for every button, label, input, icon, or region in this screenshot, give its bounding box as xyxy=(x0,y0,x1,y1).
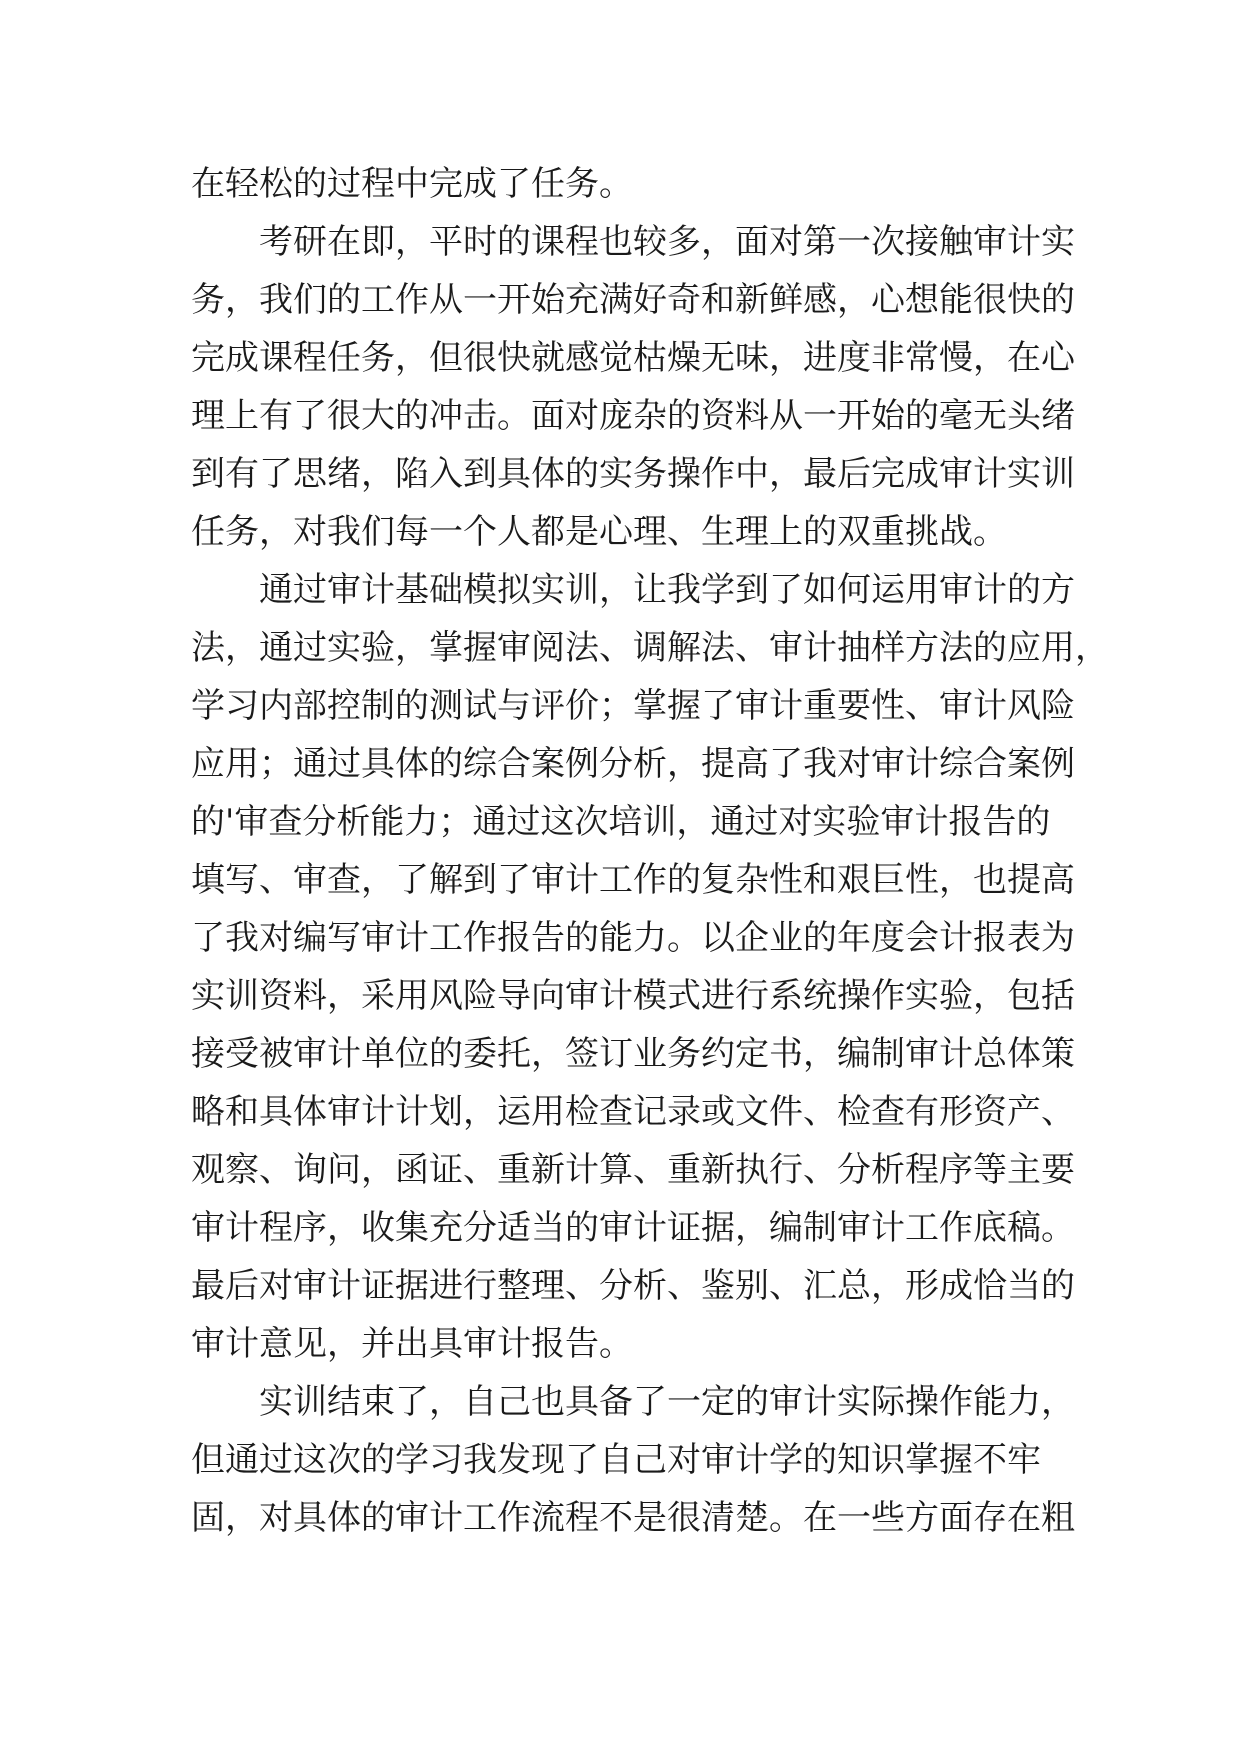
text-line-12: 的'审查分析能力；通过这次培训，通过对实验审计报告的 xyxy=(191,802,1051,842)
text-line-20: 最后对审计证据进行整理、分析、鉴别、汇总，形成恰当的 xyxy=(191,1266,1075,1306)
text-line-24: 固，对具体的审计工作流程不是很清楚。在一些方面存在粗 xyxy=(191,1498,1075,1538)
text-line-19: 审计程序，收集充分适当的审计证据，编制审计工作底稿。 xyxy=(191,1208,1075,1248)
text-line-1: 在轻松的过程中完成了任务。 xyxy=(191,164,633,204)
text-line-10: 学习内部控制的测试与评价；掌握了审计重要性、审计风险 xyxy=(191,686,1075,726)
text-line-4: 完成课程任务，但很快就感觉枯燥无味，进度非常慢，在心 xyxy=(191,338,1075,378)
text-line-8: 通过审计基础模拟实训，让我学到了如何运用审计的方 xyxy=(191,570,1075,610)
text-line-23: 但通过这次的学习我发现了自己对审计学的知识掌握不牢 xyxy=(191,1440,1041,1480)
text-line-6: 到有了思绪，陷入到具体的实务操作中，最后完成审计实训 xyxy=(191,454,1075,494)
text-line-17: 略和具体审计计划，运用检查记录或文件、检查有形资产、 xyxy=(191,1092,1075,1132)
text-line-13: 填写、审查，了解到了审计工作的复杂性和艰巨性，也提高 xyxy=(191,860,1075,900)
text-line-5: 理上有了很大的冲击。面对庞杂的资料从一开始的毫无头绪 xyxy=(191,396,1075,436)
text-line-2: 考研在即，平时的课程也较多，面对第一次接触审计实 xyxy=(191,222,1075,262)
text-line-18: 观察、询问，函证、重新计算、重新执行、分析程序等主要 xyxy=(191,1150,1075,1190)
text-line-15: 实训资料，采用风险导向审计模式进行系统操作实验，包括 xyxy=(191,976,1075,1016)
text-line-14: 了我对编写审计工作报告的能力。以企业的年度会计报表为 xyxy=(191,918,1075,958)
text-line-22: 实训结束了，自己也具备了一定的审计实际操作能力， xyxy=(191,1382,1075,1422)
text-line-16: 接受被审计单位的委托，签订业务约定书，编制审计总体策 xyxy=(191,1034,1075,1074)
text-line-3: 务，我们的工作从一开始充满好奇和新鲜感，心想能很快的 xyxy=(191,280,1075,320)
text-line-11: 应用；通过具体的综合案例分析，提高了我对审计综合案例 xyxy=(191,744,1075,784)
text-line-21: 审计意见，并出具审计报告。 xyxy=(191,1324,633,1364)
text-line-7: 任务，对我们每一个人都是心理、生理上的双重挑战。 xyxy=(191,512,1007,552)
text-line-9: 法，通过实验，掌握审阅法、调解法、审计抽样方法的应用， xyxy=(191,628,1109,668)
body-text xyxy=(191,155,1109,1547)
